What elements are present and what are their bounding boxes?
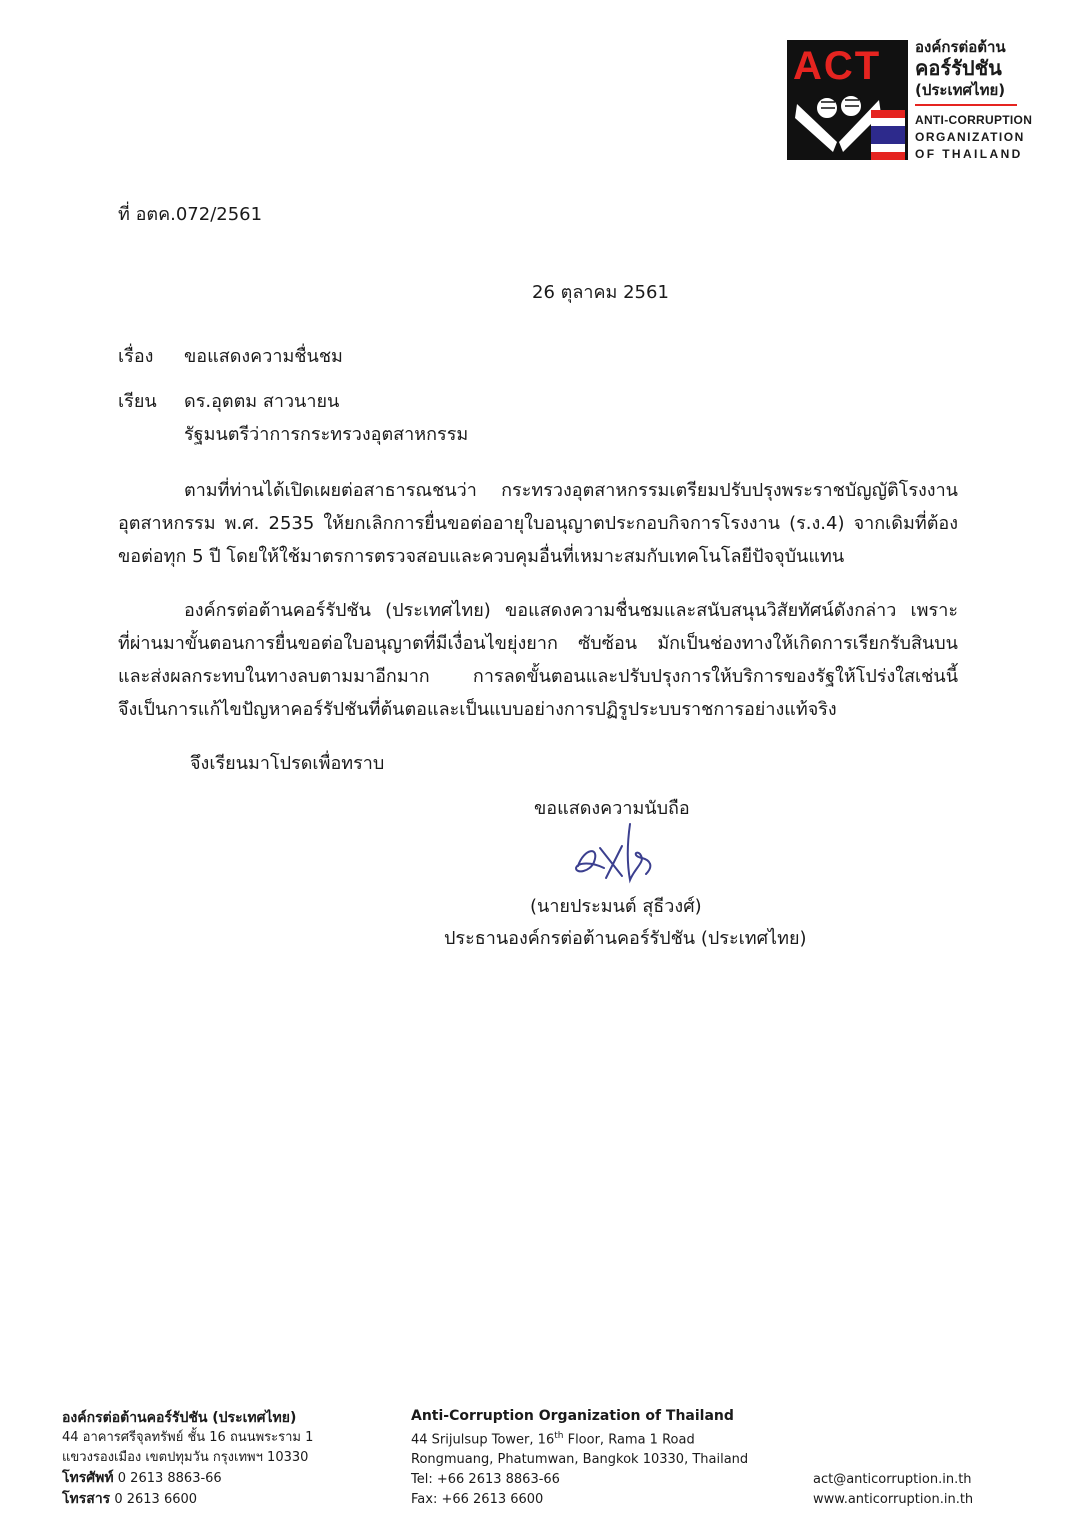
footer-email-link[interactable]: act@anticorruption.in.th [813, 1472, 972, 1487]
paragraph-line: องค์กรต่อต้านคอร์รัปชัน (ประเทศไทย) ขอแสดงความชื่นชมและสนับสนุนวิสัยทัศน์ดังกล่าว เพราะ [184, 600, 958, 621]
footer-en-address-1b: Floor, Rama 1 Road [563, 1432, 695, 1448]
footer-thai-fax-label: โทรสาร [62, 1491, 111, 1507]
footer-en-address-sup: th [554, 1431, 564, 1441]
paragraph-line: ตามที่ท่านได้เปิดเผยต่อสาธารณชนว่า กระทรวงอุตสาหกรรมเตรียมปรับปรุงพระราชบัญญัติโรงงาน [184, 480, 958, 501]
footer-thai [62, 1408, 313, 1510]
logo-thai-line1: องค์กรต่อต้าน [915, 38, 1006, 56]
footer-en-phone: Tel: +66 2613 8863-66 [411, 1472, 560, 1488]
regards-line: ขอแสดงความนับถือ [534, 798, 690, 819]
footer-thai-org: องค์กรต่อต้านคอร์รัปชัน (ประเทศไทย) [62, 1410, 297, 1426]
crossed-hands-icon [793, 90, 883, 160]
signer-name: (นายประมนต์ สุธีวงศ์) [530, 896, 702, 917]
signer-title: ประธานองค์กรต่อต้านคอร์รัปชัน (ประเทศไทย) [444, 928, 807, 949]
footer-website-link[interactable]: www.anticorruption.in.th [813, 1492, 974, 1507]
paragraph-1 [118, 474, 958, 573]
reference-number: ที่ อตค.072/2561 [118, 204, 263, 225]
paragraph-line: จึงเป็นการแก้ไขปัญหาคอร์รัปชันที่ต้นตอและเป็นแบบอย่างการปฏิรูประบบราชการอย่างแท้จริง [118, 699, 837, 720]
paragraph-line: ขอต่อทุก 5 ปี โดยให้ใช้มาตรการตรวจสอบและควบคุมอื่นที่เหมาะสมกับเทคโนโลยีปัจจุบันแทน [118, 546, 845, 567]
paragraph-line: และส่งผลกระทบในทางลบตามมาอีกมาก การลดขั้นตอนและปรับปรุงการให้บริการของรัฐให้โปร่งใสเช่นนี้ [118, 666, 958, 687]
footer-en-address-1 [411, 1426, 748, 1450]
footer-thai-address-1: 44 อาคารศรีจุลทรัพย์ ชั้น 16 ถนนพระราม 1 [62, 1430, 314, 1445]
paragraph-2 [118, 594, 958, 726]
footer-thai-phone-label: โทรศัพท์ [62, 1470, 114, 1486]
logo-en-line1: ANTI-CORRUPTION [915, 113, 1033, 127]
paragraph-line: ที่ผ่านมาขั้นตอนการยื่นขอต่อใบอนุญาตที่มีเงื่อนไขยุ่งยาก ซับซ้อน มักเป็นช่องทางให้เกิดการเรียกรับสินบน [118, 633, 958, 654]
footer-thai-address-2: แขวงรองเมือง เขตปทุมวัน กรุงเทพฯ 10330 [62, 1450, 309, 1465]
recipient-title: รัฐมนตรีว่าการกระทรวงอุตสาหกรรม [184, 424, 469, 445]
logo-divider [915, 104, 1017, 106]
recipient-name: ดร.อุตตม สาวนายน [184, 391, 340, 412]
footer-en-address-2: Rongmuang, Phatumwan, Bangkok 10330, Thailand [411, 1452, 749, 1468]
act-logo [787, 38, 1033, 162]
footer-thai-fax [62, 1489, 313, 1510]
subject-label: เรื่อง [118, 346, 154, 367]
logo-thai-line2: คอร์รัปชัน [915, 56, 1002, 80]
footer-thai-fax-value: 0 2613 6600 [114, 1492, 198, 1507]
subject-text: ขอแสดงความชื่นชม [184, 346, 343, 367]
footer-contact [813, 1470, 973, 1510]
logo-en-line3: OF THAILAND [915, 147, 1023, 161]
footer-en-fax: Fax: +66 2613 6600 [411, 1492, 544, 1508]
logo-emblem [787, 40, 908, 160]
footer-thai-phone-value: 0 2613 8863-66 [117, 1471, 222, 1486]
thai-flag-icon [871, 110, 905, 160]
closing-line: จึงเรียนมาโปรดเพื่อทราบ [190, 753, 385, 774]
paragraph-line: อุตสาหกรรม พ.ศ. 2535 ให้ยกเลิกการยื่นขอต่ออายุใบอนุญาตประกอบกิจการโรงงาน (ร.ง.4) จากเดิมที่ต้อง [118, 513, 958, 534]
footer-en-address-1a: 44 Srijulsup Tower, 16 [411, 1432, 555, 1448]
letter-date: 26 ตุลาคม 2561 [532, 282, 669, 303]
footer-en-org: Anti-Corruption Organization of Thailand [411, 1408, 734, 1424]
footer-english [411, 1406, 748, 1510]
logo-en-line2: ORGANIZATION [915, 130, 1025, 144]
logo-letters: ACT [793, 44, 882, 88]
logo-thai-line3: (ประเทศไทย) [915, 81, 1006, 99]
footer-thai-phone [62, 1468, 313, 1489]
recipient-label: เรียน [118, 391, 157, 412]
signature-image [570, 818, 660, 888]
